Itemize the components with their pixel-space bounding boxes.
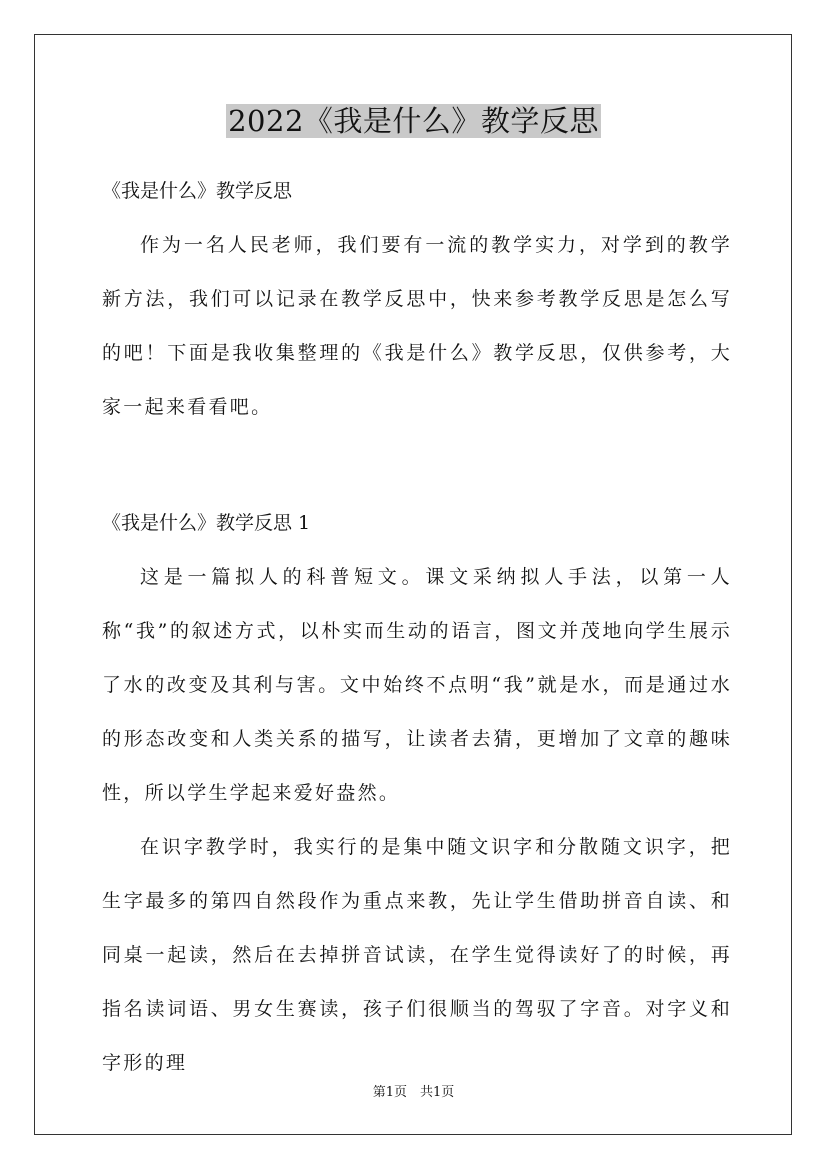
section-heading-1: 《我是什么》教学反思 1 (102, 512, 311, 534)
document-body (102, 174, 732, 1090)
document-title-text: 2022《我是什么》教学反思 (228, 104, 599, 138)
document-title (0, 100, 827, 142)
page-footer: 第1页 共1页 (372, 1085, 455, 1100)
intro-paragraph: 作为一名人民老师，我们要有一流的教学实力，对学到的教学新方法，我们可以记录在教学反思中，快来参考教学反思是怎么写的吧！下面是我收集整理的《我是什么》教学反思，仅供参考，大家一起来看看吧。 (102, 234, 732, 418)
section-heading-intro: 《我是什么》教学反思 (102, 180, 293, 202)
body-paragraph-1: 这是一篇拟人的科普短文。课文采纳拟人手法，以第一人称“我”的叙述方式，以朴实而生动的语言，图文并茂地向学生展示了水的改变及其利与害。文中始终不点明“我”就是水，而是通过水的形态改变和人类关系的描写，让读者去猜，更增加了文章的趣味性，所以学生学起来爱好盎然。 (102, 566, 732, 804)
body-paragraph-2: 在识字教学时，我实行的是集中随文识字和分散随文识字，把生字最多的第四自然段作为重点来教，先让学生借助拼音自读、和同桌一起读，然后在去掉拼音试读，在学生觉得读好了的时候，再指名读词语、男女生赛读，孩子们很顺当的驾驭了字音。对字义和字形的理 (102, 836, 732, 1074)
